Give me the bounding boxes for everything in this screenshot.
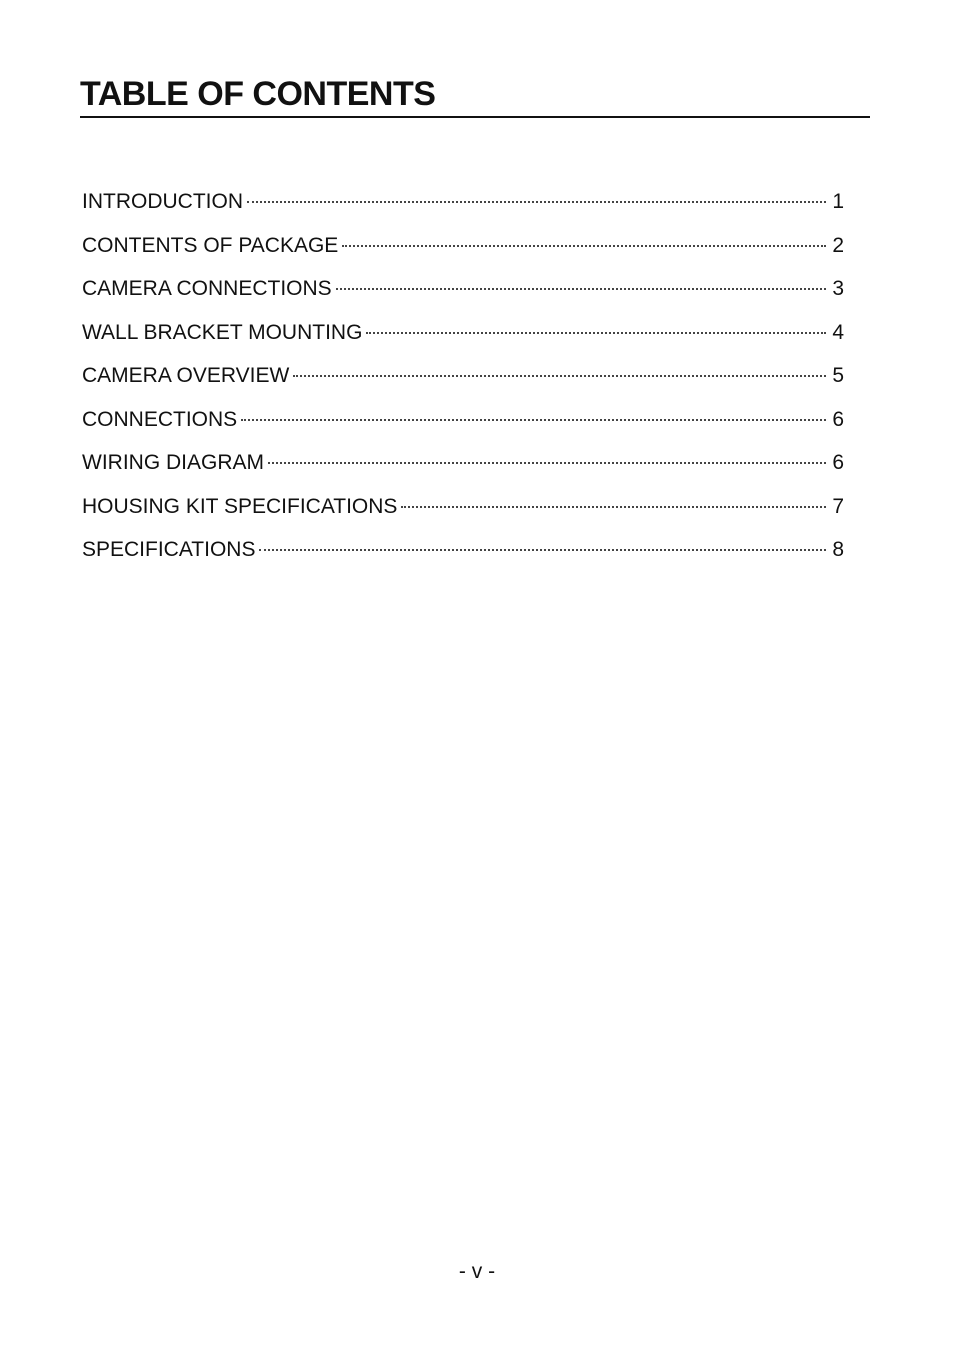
toc-entry-introduction[interactable] — [82, 186, 844, 230]
dot-leader — [259, 549, 826, 551]
dot-leader — [401, 506, 826, 508]
dot-leader — [241, 419, 826, 421]
table-of-contents — [82, 186, 844, 578]
toc-entry-label: CONNECTIONS — [82, 407, 238, 431]
toc-entry-page: 7 — [832, 494, 844, 518]
toc-entry-specifications[interactable] — [82, 534, 844, 578]
toc-entry-page: 5 — [832, 364, 844, 387]
toc-entry-label: HOUSING KIT SPECIFICATIONS — [82, 494, 398, 518]
toc-entry-housing-kit-specifications[interactable] — [82, 491, 844, 535]
toc-entry-label: WALL BRACKET MOUNTING — [82, 320, 363, 344]
toc-entry-label: CAMERA OVERVIEW — [82, 364, 290, 387]
toc-entry-camera-connections[interactable] — [82, 273, 844, 317]
dot-leader — [268, 462, 826, 464]
toc-entry-page: 8 — [832, 538, 844, 561]
toc-entry-page: 3 — [832, 277, 844, 300]
toc-entry-page: 1 — [832, 190, 844, 213]
toc-entry-wall-bracket-mounting[interactable] — [82, 317, 844, 361]
dot-leader — [342, 245, 826, 247]
page-title: TABLE OF CONTENTS — [80, 74, 870, 118]
toc-entry-contents-of-package[interactable] — [82, 230, 844, 274]
dot-leader — [247, 201, 826, 203]
toc-entry-page: 6 — [832, 451, 844, 474]
toc-entry-page: 2 — [832, 233, 844, 257]
toc-entry-camera-overview[interactable] — [82, 360, 844, 404]
toc-entry-label: SPECIFICATIONS — [82, 538, 256, 561]
toc-entry-label: INTRODUCTION — [82, 190, 243, 213]
dot-leader — [366, 332, 826, 334]
toc-entry-wiring-diagram[interactable] — [82, 447, 844, 491]
toc-entry-page: 4 — [832, 320, 844, 344]
page-number: - v - — [458, 1260, 496, 1283]
toc-entry-label: WIRING DIAGRAM — [82, 451, 264, 474]
toc-entry-label: CONTENTS OF PACKAGE — [82, 233, 339, 257]
toc-entry-page: 6 — [832, 407, 844, 431]
dot-leader — [336, 288, 827, 290]
toc-entry-connections[interactable] — [82, 404, 844, 448]
dot-leader — [293, 375, 826, 377]
toc-entry-label: CAMERA CONNECTIONS — [82, 277, 332, 300]
